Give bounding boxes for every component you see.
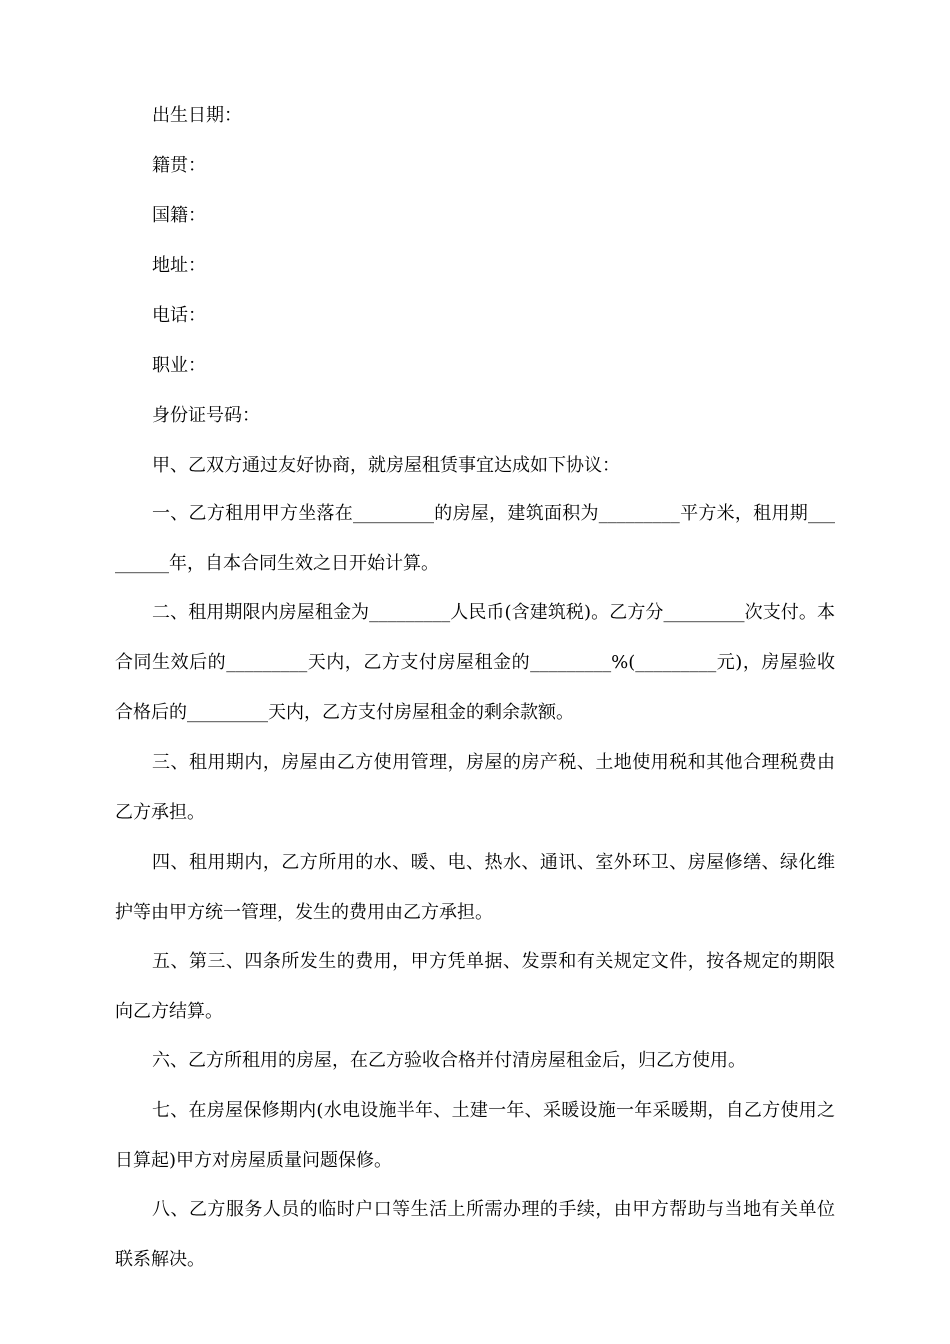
clause-5: 五、第三、四条所发生的费用，甲方凭单据、发票和有关规定文件，按各规定的期限向乙方结算。 — [115, 951, 835, 1022]
native-place-label: 籍贯： — [152, 155, 206, 176]
phone-label: 电话： — [152, 305, 206, 326]
birth-date-label: 出生日期： — [152, 105, 242, 126]
address-label: 地址： — [152, 255, 206, 276]
clause-2: 二、租用期限内房屋租金为_________人民币(含建筑税)。乙方分_________次支付。本合同生效后的_________天内，乙方支付房屋租金的_________%(_________元)，房屋验收合格后的_________天内，乙方支付房屋租金的剩余款额。 — [115, 602, 835, 723]
clause-7: 七、在房屋保修期内(水电设施半年、土建一年、采暖设施一年采暖期，自乙方使用之日算起)甲方对房屋质量问题保修。 — [115, 1100, 835, 1171]
id-number-label: 身份证号码： — [152, 405, 260, 426]
clause-3: 三、租用期内，房屋由乙方使用管理，房屋的房产税、土地使用税和其他合理税费由乙方承担。 — [115, 752, 835, 823]
clause-6: 六、乙方所租用的房屋，在乙方验收合格并付清房屋租金后，归乙方使用。 — [152, 1050, 746, 1071]
clause-8: 八、乙方服务人员的临时户口等生活上所需办理的手续，由甲方帮助与当地有关单位联系解决。 — [115, 1199, 835, 1270]
clause-1: 一、乙方租用甲方坐落在_________的房屋，建筑面积为_________平方米，租用期_________年，自本合同生效之日开始计算。 — [115, 503, 835, 574]
clause-4: 四、租用期内，乙方所用的水、暖、电、热水、通讯、室外环卫、房屋修缮、绿化维护等由甲方统一管理，发生的费用由乙方承担。 — [115, 852, 835, 923]
nationality-label: 国籍： — [152, 205, 206, 226]
occupation-label: 职业： — [152, 355, 206, 376]
agreement-intro: 甲、乙双方通过友好协商，就房屋租赁事宜达成如下协议： — [152, 455, 620, 476]
